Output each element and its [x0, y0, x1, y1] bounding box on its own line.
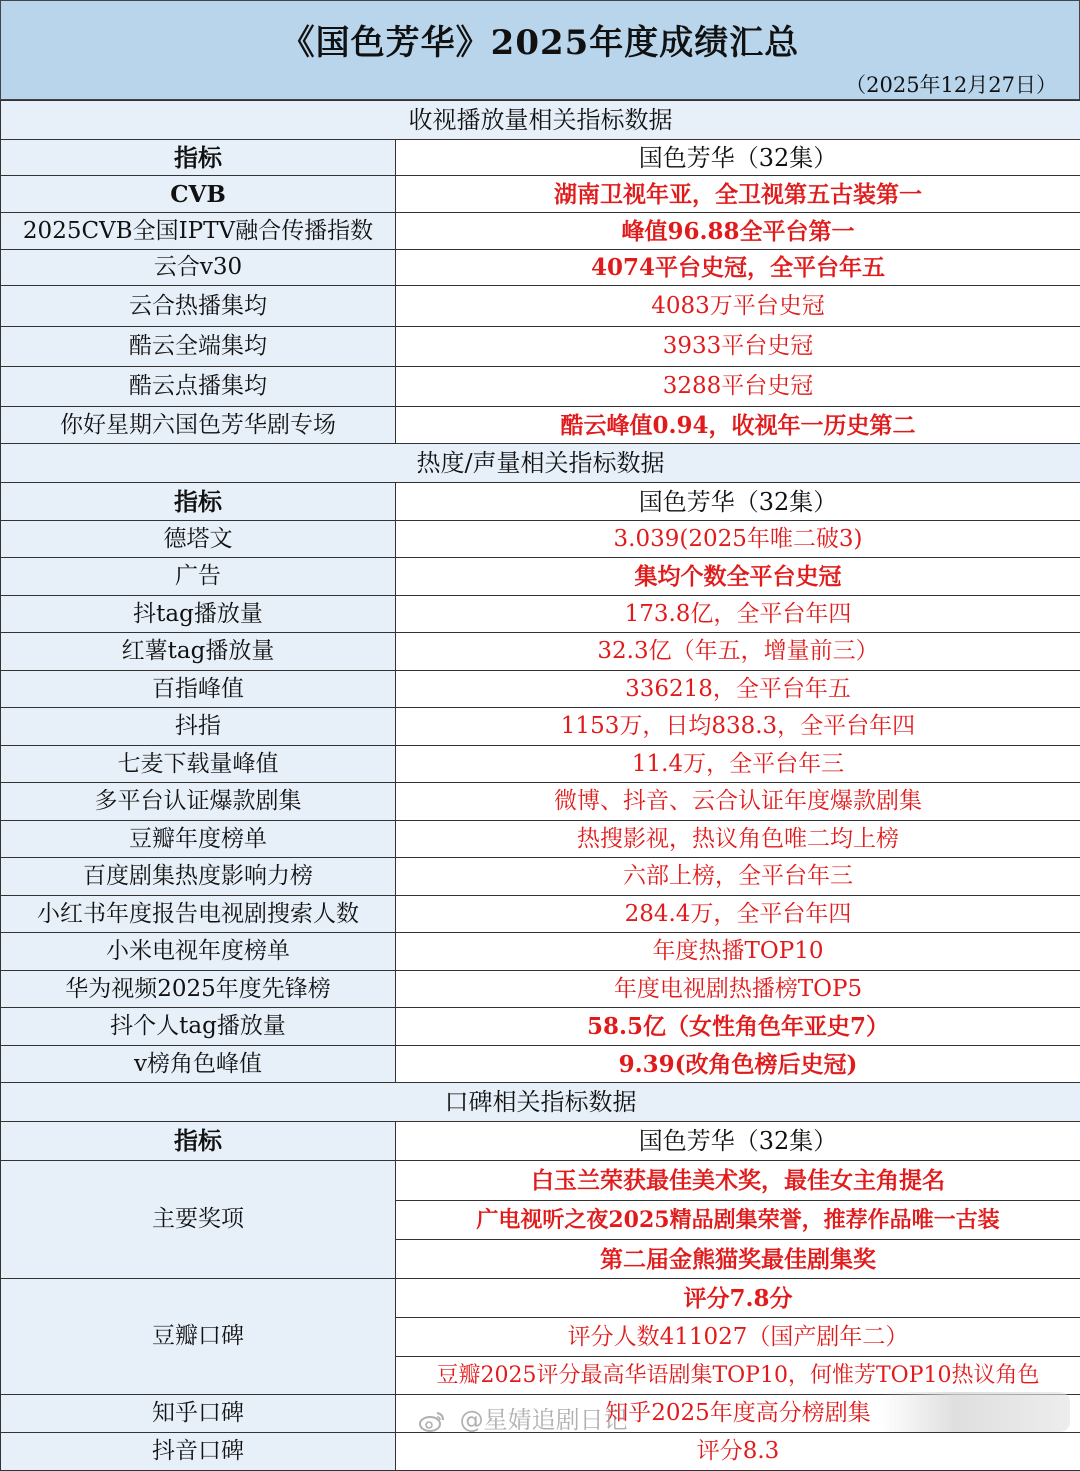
metric-name: 广告 [1, 558, 396, 596]
weibo-icon [418, 1410, 446, 1432]
metric-value: 知乎2025年度高分榜剧集 [396, 1395, 1080, 1433]
metric-value: 第二届金熊猫奖最佳剧集奖 [396, 1240, 1080, 1279]
table-row [1, 327, 1080, 367]
metric-value: 3.039(2025年唯二破3) [396, 521, 1080, 558]
metric-value: 年度电视剧热播榜TOP5 [396, 971, 1080, 1008]
table-row [1, 821, 1080, 858]
column-header-row [1, 140, 1080, 176]
table-row [1, 1161, 1080, 1201]
metric-value: 热搜影视，热议角色唯二均上榜 [396, 821, 1080, 858]
metric-value: 微博、抖音、云合认证年度爆款剧集 [396, 783, 1080, 821]
metric-value: 六部上榜，全平台年三 [396, 858, 1080, 896]
metric-value: 173.8亿，全平台年四 [396, 596, 1080, 633]
metric-name: 豆瓣年度榜单 [1, 821, 396, 858]
metric-name: 主要奖项 [1, 1161, 396, 1279]
metric-value: 4083万平台史冠 [396, 286, 1080, 327]
metric-value: 284.4万，全平台年四 [396, 896, 1080, 933]
table-row [1, 558, 1080, 596]
metric-value: 9.39(改角色榜后史冠) [396, 1046, 1080, 1083]
metric-value: 峰值96.88全平台第一 [396, 213, 1080, 250]
metric-name: 2025CVB全国IPTV融合传播指数 [1, 213, 396, 250]
table-row [1, 213, 1080, 250]
metric-name: 豆瓣口碑 [1, 1279, 396, 1395]
column-header-metric: 指标 [1, 140, 396, 176]
section-title: 收视播放量相关指标数据 [1, 101, 1080, 140]
metric-value: 32.3亿（年五，增量前三） [396, 633, 1080, 671]
table-row [1, 407, 1080, 444]
table-row [1, 896, 1080, 933]
metric-name: 抖指 [1, 708, 396, 746]
table-row [1, 933, 1080, 971]
metric-value: 4074平台史冠，全平台年五 [396, 250, 1080, 286]
table-row [1, 783, 1080, 821]
table-row [1, 708, 1080, 746]
metric-name: 云合v30 [1, 250, 396, 286]
table-row [1, 250, 1080, 286]
column-header-metric: 指标 [1, 1122, 396, 1161]
metric-name: CVB [1, 176, 396, 213]
section-title-row [1, 444, 1080, 483]
title-banner [0, 0, 1080, 100]
table-row [1, 633, 1080, 671]
metric-value: 年度热播TOP10 [396, 933, 1080, 971]
metric-name: 小米电视年度榜单 [1, 933, 396, 971]
metric-name: 百度剧集热度影响力榜 [1, 858, 396, 896]
column-header-row [1, 483, 1080, 521]
table-row [1, 521, 1080, 558]
column-header-metric: 指标 [1, 483, 396, 521]
metric-value: 评分8.3 [396, 1433, 1080, 1471]
table-row [1, 671, 1080, 708]
table-row [1, 1008, 1080, 1046]
metric-value: 3933平台史冠 [396, 327, 1080, 367]
page-title: 《国色芳华》2025年度成绩汇总 [1, 15, 1079, 64]
table-row [1, 858, 1080, 896]
column-header-show: 国色芳华（32集） [396, 140, 1080, 176]
column-header-show: 国色芳华（32集） [396, 483, 1080, 521]
metric-value: 3288平台史冠 [396, 367, 1080, 407]
metric-value: 评分7.8分 [396, 1279, 1080, 1318]
table-row [1, 1046, 1080, 1083]
section-title-row [1, 1083, 1080, 1122]
column-header-row [1, 1122, 1080, 1161]
table-row [1, 746, 1080, 783]
section-title: 口碑相关指标数据 [1, 1083, 1080, 1122]
metric-value: 1153万，日均838.3，全平台年四 [396, 708, 1080, 746]
metric-value: 白玉兰荣获最佳美术奖，最佳女主角提名 [396, 1161, 1080, 1201]
metric-name: 酷云全端集均 [1, 327, 396, 367]
watermark [418, 1400, 628, 1435]
metric-value: 豆瓣2025评分最高华语剧集TOP10，何惟芳TOP10热议角色 [396, 1357, 1080, 1395]
metric-name: 你好星期六国色芳华剧专场 [1, 407, 396, 444]
metric-value: 湖南卫视年亚，全卫视第五古装第一 [396, 176, 1080, 213]
blur-patch [880, 1392, 1070, 1432]
metrics-table [0, 100, 1080, 1471]
report-date: （2025年12月27日） [845, 69, 1057, 99]
metric-name: 知乎口碑 [1, 1395, 396, 1433]
metric-value: 酷云峰值0.94，收视年一历史第二 [396, 407, 1080, 444]
table-row [1, 1433, 1080, 1471]
watermark-text: @星婧追剧日记 [460, 1406, 628, 1434]
metric-name: 多平台认证爆款剧集 [1, 783, 396, 821]
metric-name: 酷云点播集均 [1, 367, 396, 407]
metric-value: 广电视听之夜2025精品剧集荣誉，推荐作品唯一古装 [396, 1201, 1080, 1240]
table-row [1, 286, 1080, 327]
metric-name: 小红书年度报告电视剧搜索人数 [1, 896, 396, 933]
metric-value: 336218，全平台年五 [396, 671, 1080, 708]
metric-name: 华为视频2025年度先锋榜 [1, 971, 396, 1008]
column-header-show: 国色芳华（32集） [396, 1122, 1080, 1161]
metric-name: 七麦下载量峰值 [1, 746, 396, 783]
table-row [1, 1279, 1080, 1318]
metric-value: 11.4万，全平台年三 [396, 746, 1080, 783]
metric-name: 抖音口碑 [1, 1433, 396, 1471]
section-title-row [1, 101, 1080, 140]
metric-value: 58.5亿（女性角色年亚史7） [396, 1008, 1080, 1046]
metric-name: 红薯tag播放量 [1, 633, 396, 671]
metric-name: 抖个人tag播放量 [1, 1008, 396, 1046]
section-title: 热度/声量相关指标数据 [1, 444, 1080, 483]
metric-name: 云合热播集均 [1, 286, 396, 327]
table-row [1, 971, 1080, 1008]
metric-value: 集均个数全平台史冠 [396, 558, 1080, 596]
metric-name: v榜角色峰值 [1, 1046, 396, 1083]
metric-value: 评分人数411027（国产剧年二） [396, 1318, 1080, 1357]
table-row [1, 367, 1080, 407]
metric-name: 百指峰值 [1, 671, 396, 708]
table-row [1, 176, 1080, 213]
metric-name: 抖tag播放量 [1, 596, 396, 633]
table-row [1, 596, 1080, 633]
metric-name: 德塔文 [1, 521, 396, 558]
